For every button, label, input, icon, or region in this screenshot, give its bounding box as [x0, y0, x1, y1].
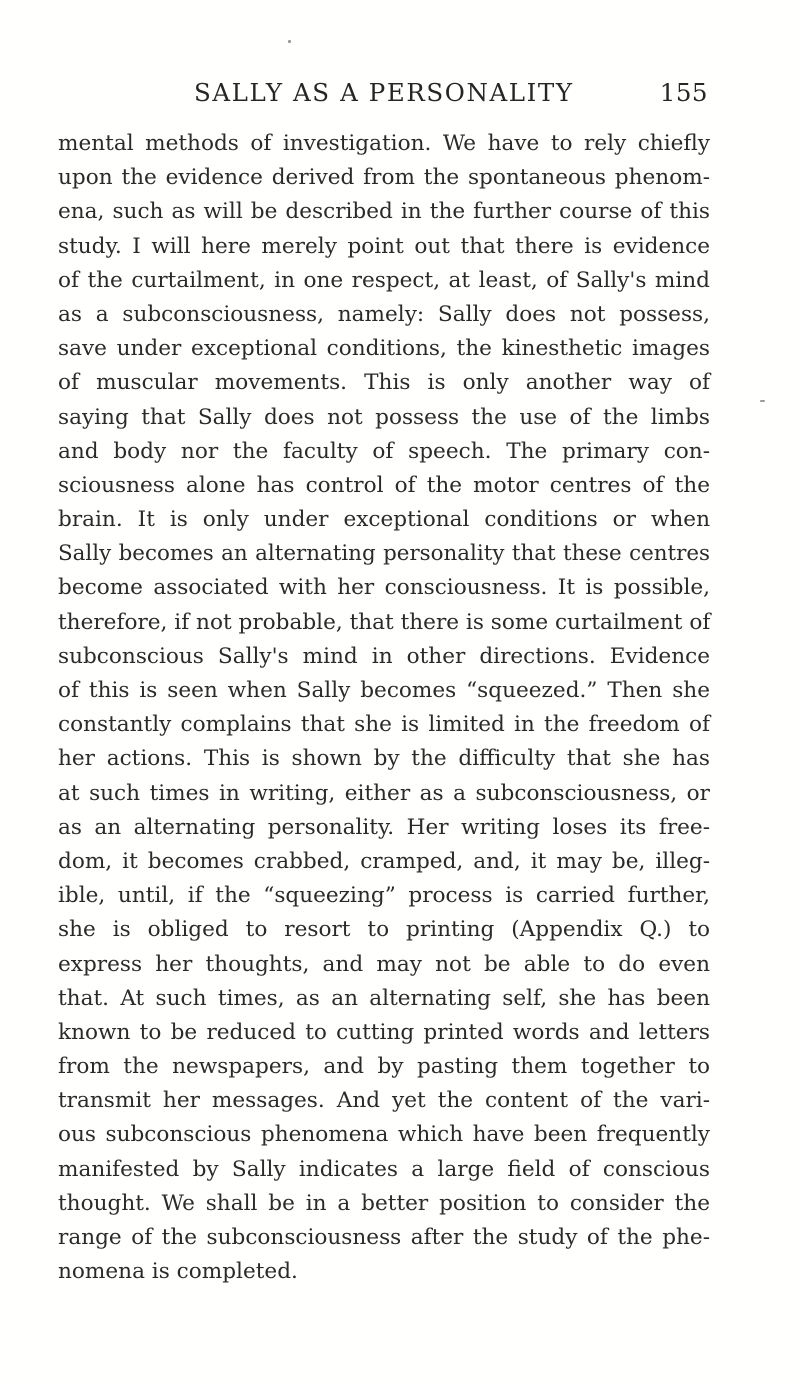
- text-line: constantly complains that she is limited in the freedom of: [58, 712, 710, 738]
- text-line: ous subconscious phenomena which have been frequently: [58, 1122, 710, 1148]
- text-line: brain. It is only under exceptional conditions or when: [58, 507, 710, 533]
- text-line: manifested by Sally indicates a large field of conscious: [58, 1156, 710, 1182]
- text-line: nomena is completed.: [58, 1259, 298, 1285]
- text-line: study. I will here merely point out that there is evidence: [58, 233, 710, 259]
- text-line: of the curtailment, in one respect, at least, of Sally's mind: [58, 267, 710, 293]
- text-line: therefore, if not probable, that there is some curtailment of: [58, 609, 711, 635]
- text-line: dom, it becomes crabbed, cramped, and, it may be, illeg-: [58, 848, 710, 874]
- text-line: range of the subconsciousness after the study of the phe-: [58, 1225, 710, 1250]
- text-line: sciousness alone has control of the motor centres of the: [58, 472, 710, 498]
- text-line: known to be reduced to cutting printed words and letters: [58, 1019, 710, 1045]
- text-line: at such times in writing, either as a subconsciousness, or: [58, 780, 710, 806]
- text-line: upon the evidence derived from the spontaneous phenom-: [58, 165, 710, 191]
- scan-speck: [760, 400, 765, 402]
- text-line: subconscious Sally's mind in other directions. Evidence: [58, 643, 710, 669]
- text-line: Sally becomes an alternating personality that these centres: [58, 541, 710, 567]
- running-title: SALLY AS A PERSONALITY: [194, 78, 574, 107]
- text-line: saying that Sally does not possess the use of the limbs: [58, 404, 710, 430]
- text-line: express her thoughts, and may not be able to do even: [58, 951, 710, 977]
- page-number: 155: [659, 78, 708, 107]
- text-line: become associated with her consciousness. It is possible,: [58, 575, 710, 601]
- text-line: her actions. This is shown by the difficulty that she has: [58, 746, 710, 772]
- text-line: that. At such times, as an alternating self, she has been: [58, 985, 710, 1011]
- text-line: from the newspapers, and by pasting them together to: [58, 1054, 710, 1080]
- running-head: [58, 78, 708, 118]
- text-line: and body nor the faculty of speech. The primary con-: [58, 438, 710, 464]
- text-line: mental methods of investigation. We have to rely chiefly: [58, 131, 710, 156]
- text-line: of muscular movements. This is only another way of: [58, 370, 710, 396]
- text-line: she is obliged to resort to printing (Appendix Q.) to: [58, 917, 710, 943]
- text-line: as a subconsciousness, namely: Sally does not possess,: [58, 301, 710, 327]
- scan-speck: [288, 40, 291, 43]
- body-paragraph: [58, 127, 710, 1289]
- text-line: save under exceptional conditions, the kinesthetic images: [58, 336, 710, 362]
- text-line: as an alternating personality. Her writing loses its free-: [58, 814, 710, 840]
- text-line: of this is seen when Sally becomes “squeezed.” Then she: [58, 678, 710, 703]
- text-line: transmit her messages. And yet the content of the vari-: [58, 1088, 710, 1114]
- text-line: ena, such as will be described in the further course of this: [58, 199, 710, 225]
- text-line: ible, until, if the “squeezing” process is carried further,: [58, 883, 710, 909]
- text-line: thought. We shall be in a better position to consider the: [58, 1190, 710, 1216]
